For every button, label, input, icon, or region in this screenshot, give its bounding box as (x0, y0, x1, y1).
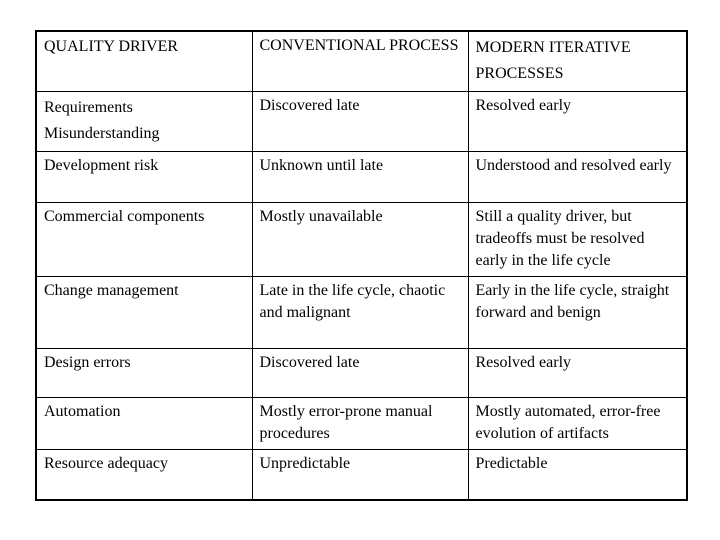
header-quality-driver: QUALITY DRIVER (36, 31, 252, 92)
modern-cell: Still a quality driver, but tradeoffs must be resolved early in the life cycle (468, 203, 687, 277)
table-row (36, 398, 687, 450)
header-modern-iterative-processes: MODERN ITERATIVE PROCESSES (468, 31, 687, 92)
table-row (36, 92, 687, 152)
driver-cell: Commercial components (36, 203, 252, 277)
driver-cell: Resource adequacy (36, 450, 252, 500)
modern-cell: Resolved early (468, 92, 687, 152)
driver-cell: Change management (36, 277, 252, 349)
driver-cell: Automation (36, 398, 252, 450)
header-conventional-process: CONVENTIONAL PROCESS (252, 31, 468, 92)
table-row (36, 203, 687, 277)
conventional-cell: Mostly unavailable (252, 203, 468, 277)
driver-cell: Development risk (36, 152, 252, 203)
conventional-cell: Discovered late (252, 92, 468, 152)
conventional-cell: Unpredictable (252, 450, 468, 500)
conventional-cell: Discovered late (252, 349, 468, 398)
modern-cell: Resolved early (468, 349, 687, 398)
driver-cell: Design errors (36, 349, 252, 398)
table-row (36, 349, 687, 398)
modern-cell: Understood and resolved early (468, 152, 687, 203)
quality-drivers-table (35, 30, 688, 501)
conventional-cell: Late in the life cycle, chaotic and malignant (252, 277, 468, 349)
table-header-row (36, 31, 687, 92)
conventional-cell: Mostly error-prone manual procedures (252, 398, 468, 450)
modern-cell: Mostly automated, error-free evolution of artifacts (468, 398, 687, 450)
table-row (36, 152, 687, 203)
table-row (36, 277, 687, 349)
table-row (36, 450, 687, 500)
modern-cell: Predictable (468, 450, 687, 500)
driver-cell: Requirements Misunderstanding (36, 92, 252, 152)
conventional-cell: Unknown until late (252, 152, 468, 203)
modern-cell: Early in the life cycle, straight forward and benign (468, 277, 687, 349)
